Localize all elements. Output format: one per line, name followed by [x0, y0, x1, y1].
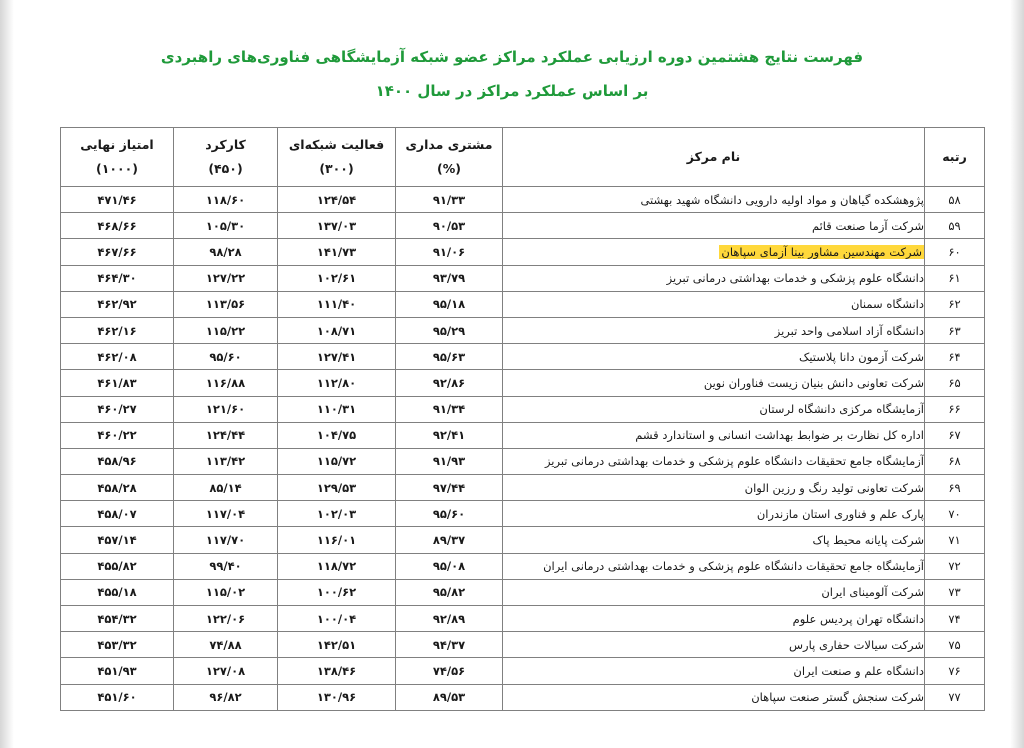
- row-final-score: ۴۶۷/۶۶: [61, 239, 174, 265]
- row-work-score: ۹۶/۸۲: [174, 684, 278, 710]
- row-customer-score: ۹۰/۵۳: [396, 213, 503, 239]
- row-work-score: ۱۱۳/۵۶: [174, 291, 278, 317]
- row-center-name: دانشگاه آزاد اسلامی واحد تبریز: [503, 317, 925, 343]
- row-work-score: ۱۱۷/۷۰: [174, 527, 278, 553]
- row-network-score: ۱۰۴/۷۵: [278, 422, 396, 448]
- title-line-2: بر اساس عملکرد مراکز در سال ۱۴۰۰: [375, 82, 649, 100]
- row-center-name: شرکت آلومینای ایران: [503, 579, 925, 605]
- row-network-score: ۱۱۵/۷۲: [278, 448, 396, 474]
- row-center-name: شرکت آزما صنعت قائم: [503, 213, 925, 239]
- header-rank: رتبه: [925, 128, 985, 187]
- table-row: [61, 658, 985, 684]
- row-rank: ۵۹: [925, 213, 985, 239]
- row-center-name: شرکت پایانه محیط پاک: [503, 527, 925, 553]
- title-line-1: فهرست نتایج هشتمین دوره ارزیابی عملکرد مراکز عضو شبکه آزمایشگاهی فناوری‌های راهبردی: [160, 48, 864, 66]
- row-rank: ۷۶: [925, 658, 985, 684]
- row-network-score: ۱۴۲/۵۱: [278, 632, 396, 658]
- row-work-score: ۹۵/۶۰: [174, 344, 278, 370]
- row-customer-score: ۹۴/۳۷: [396, 632, 503, 658]
- table-row: [61, 527, 985, 553]
- row-final-score: ۴۵۱/۶۰: [61, 684, 174, 710]
- row-rank: ۶۶: [925, 396, 985, 422]
- row-work-score: ۱۱۵/۲۲: [174, 317, 278, 343]
- row-rank: ۷۷: [925, 684, 985, 710]
- row-network-score: ۱۰۸/۷۱: [278, 317, 396, 343]
- row-center-name: آزمایشگاه مرکزی دانشگاه لرستان: [503, 396, 925, 422]
- row-rank: ۵۸: [925, 187, 985, 213]
- row-network-score: ۱۱۰/۳۱: [278, 396, 396, 422]
- row-rank: ۶۹: [925, 475, 985, 501]
- row-rank: ۷۳: [925, 579, 985, 605]
- row-center-name: شرکت آزمون دانا پلاستیک: [503, 344, 925, 370]
- row-work-score: ۱۰۵/۳۰: [174, 213, 278, 239]
- row-center-name: پارک علم و فناوری استان مازندران: [503, 501, 925, 527]
- table-row: [61, 501, 985, 527]
- row-work-score: ۸۵/۱۴: [174, 475, 278, 501]
- table-row: [61, 475, 985, 501]
- row-final-score: ۴۵۷/۱۴: [61, 527, 174, 553]
- results-table: [60, 127, 985, 711]
- table-row: [61, 579, 985, 605]
- row-customer-score: ۹۱/۳۴: [396, 396, 503, 422]
- highlighted-center-name: شرکت مهندسین مشاور بینا آزمای سپاهان: [721, 244, 922, 259]
- row-final-score: ۴۶۲/۱۶: [61, 317, 174, 343]
- row-center-name: دانشگاه سمنان: [503, 291, 925, 317]
- header-score: امتیاز نهایی (۱۰۰۰): [61, 128, 174, 187]
- row-final-score: ۴۶۰/۲۲: [61, 422, 174, 448]
- row-rank: ۶۵: [925, 370, 985, 396]
- table-row: [61, 396, 985, 422]
- header-customer: مشتری مداری (%): [396, 128, 503, 187]
- table-row: [61, 422, 985, 448]
- row-rank: ۶۷: [925, 422, 985, 448]
- row-customer-score: ۹۵/۰۸: [396, 553, 503, 579]
- table-row: [61, 448, 985, 474]
- table-row: [61, 553, 985, 579]
- page-shadow-left: [0, 0, 14, 748]
- row-final-score: ۴۵۸/۰۷: [61, 501, 174, 527]
- row-customer-score: ۹۵/۱۸: [396, 291, 503, 317]
- row-work-score: ۱۲۴/۴۴: [174, 422, 278, 448]
- row-work-score: ۹۸/۲۸: [174, 239, 278, 265]
- row-center-name: آزمایشگاه جامع تحقیقات دانشگاه علوم پزشکی و خدمات بهداشتی درمانی ایران: [503, 553, 925, 579]
- row-network-score: ۱۳۰/۹۶: [278, 684, 396, 710]
- row-network-score: ۱۲۴/۵۴: [278, 187, 396, 213]
- table-row: [61, 291, 985, 317]
- table-row: [61, 370, 985, 396]
- row-network-score: ۱۲۹/۵۳: [278, 475, 396, 501]
- row-customer-score: ۹۲/۴۱: [396, 422, 503, 448]
- row-final-score: ۴۶۱/۸۳: [61, 370, 174, 396]
- row-rank: ۷۰: [925, 501, 985, 527]
- row-center-name: آزمایشگاه جامع تحقیقات دانشگاه علوم پزشکی و خدمات بهداشتی درمانی تبریز: [503, 448, 925, 474]
- row-customer-score: ۹۱/۰۶: [396, 239, 503, 265]
- row-customer-score: ۹۱/۹۳: [396, 448, 503, 474]
- row-work-score: ۱۲۷/۰۸: [174, 658, 278, 684]
- row-rank: ۶۱: [925, 265, 985, 291]
- table-header-row: [61, 128, 985, 187]
- table-row: [61, 632, 985, 658]
- row-rank: ۶۰: [925, 239, 985, 265]
- header-work: کارکرد (۴۵۰): [174, 128, 278, 187]
- row-center-name: دانشگاه تهران پردیس علوم: [503, 606, 925, 632]
- row-rank: ۷۱: [925, 527, 985, 553]
- row-network-score: ۱۰۲/۶۱: [278, 265, 396, 291]
- table-row: [61, 187, 985, 213]
- table-row: [61, 213, 985, 239]
- row-final-score: ۴۶۴/۳۰: [61, 265, 174, 291]
- row-network-score: ۱۱۲/۸۰: [278, 370, 396, 396]
- row-center-name: شرکت سنجش گستر صنعت سپاهان: [503, 684, 925, 710]
- row-final-score: ۴۶۲/۹۲: [61, 291, 174, 317]
- row-customer-score: ۹۳/۷۹: [396, 265, 503, 291]
- row-customer-score: ۹۷/۴۴: [396, 475, 503, 501]
- header-network: فعالیت شبکه‌ای (۳۰۰): [278, 128, 396, 187]
- row-customer-score: ۹۱/۳۳: [396, 187, 503, 213]
- row-network-score: ۱۳۸/۴۶: [278, 658, 396, 684]
- row-final-score: ۴۵۸/۲۸: [61, 475, 174, 501]
- row-rank: ۶۴: [925, 344, 985, 370]
- row-rank: ۷۲: [925, 553, 985, 579]
- row-center-name: [503, 239, 925, 265]
- row-customer-score: ۸۹/۳۷: [396, 527, 503, 553]
- row-network-score: ۱۰۰/۰۴: [278, 606, 396, 632]
- row-work-score: ۱۱۳/۴۲: [174, 448, 278, 474]
- row-customer-score: ۹۵/۶۳: [396, 344, 503, 370]
- row-network-score: ۱۴۱/۷۳: [278, 239, 396, 265]
- row-work-score: ۱۲۱/۶۰: [174, 396, 278, 422]
- row-network-score: ۱۰۰/۶۲: [278, 579, 396, 605]
- row-center-name: اداره کل نظارت بر ضوابط بهداشت انسانی و استاندارد قشم: [503, 422, 925, 448]
- row-network-score: ۱۱۱/۴۰: [278, 291, 396, 317]
- row-customer-score: ۹۲/۸۶: [396, 370, 503, 396]
- row-work-score: ۱۱۸/۶۰: [174, 187, 278, 213]
- row-center-name: دانشگاه علم و صنعت ایران: [503, 658, 925, 684]
- row-network-score: ۱۳۷/۰۳: [278, 213, 396, 239]
- row-work-score: ۹۹/۴۰: [174, 553, 278, 579]
- row-network-score: ۱۱۶/۰۱: [278, 527, 396, 553]
- row-final-score: ۴۵۸/۹۶: [61, 448, 174, 474]
- row-center-name: پژوهشکده گیاهان و مواد اولیه دارویی دانشگاه شهید بهشتی: [503, 187, 925, 213]
- row-customer-score: ۹۵/۸۲: [396, 579, 503, 605]
- row-work-score: ۱۲۷/۲۲: [174, 265, 278, 291]
- table-row: [61, 684, 985, 710]
- row-customer-score: ۹۵/۶۰: [396, 501, 503, 527]
- row-final-score: ۴۵۴/۳۲: [61, 606, 174, 632]
- document-title: [0, 40, 1024, 108]
- table-row: [61, 317, 985, 343]
- table-row: [61, 344, 985, 370]
- row-rank: ۶۲: [925, 291, 985, 317]
- row-work-score: ۷۴/۸۸: [174, 632, 278, 658]
- row-customer-score: ۷۴/۵۶: [396, 658, 503, 684]
- row-rank: ۷۴: [925, 606, 985, 632]
- table-row: [61, 265, 985, 291]
- row-center-name: شرکت تعاونی دانش بنیان زیست فناوران نوین: [503, 370, 925, 396]
- row-final-score: ۴۵۱/۹۳: [61, 658, 174, 684]
- row-center-name: شرکت تعاونی تولید رنگ و رزین الوان: [503, 475, 925, 501]
- row-final-score: ۴۶۸/۶۶: [61, 213, 174, 239]
- row-rank: ۶۸: [925, 448, 985, 474]
- row-final-score: ۴۵۳/۳۲: [61, 632, 174, 658]
- row-final-score: ۴۵۵/۸۲: [61, 553, 174, 579]
- row-final-score: ۴۵۵/۱۸: [61, 579, 174, 605]
- row-network-score: ۱۲۷/۴۱: [278, 344, 396, 370]
- table-row: [61, 606, 985, 632]
- row-final-score: ۴۷۱/۴۶: [61, 187, 174, 213]
- row-center-name: شرکت سیالات حفاری پارس: [503, 632, 925, 658]
- row-final-score: ۴۶۰/۲۷: [61, 396, 174, 422]
- row-work-score: ۱۱۷/۰۴: [174, 501, 278, 527]
- row-work-score: ۱۱۶/۸۸: [174, 370, 278, 396]
- row-work-score: ۱۲۲/۰۶: [174, 606, 278, 632]
- row-customer-score: ۸۹/۵۳: [396, 684, 503, 710]
- page-shadow-right: [1010, 0, 1024, 748]
- row-final-score: ۴۶۲/۰۸: [61, 344, 174, 370]
- header-name: نام مرکز: [503, 128, 925, 187]
- row-rank: ۶۳: [925, 317, 985, 343]
- row-network-score: ۱۰۲/۰۳: [278, 501, 396, 527]
- row-rank: ۷۵: [925, 632, 985, 658]
- row-customer-score: ۹۲/۸۹: [396, 606, 503, 632]
- table-row: [61, 239, 985, 265]
- row-center-name: دانشگاه علوم پزشکی و خدمات بهداشتی درمانی تبریز: [503, 265, 925, 291]
- row-work-score: ۱۱۵/۰۲: [174, 579, 278, 605]
- row-customer-score: ۹۵/۲۹: [396, 317, 503, 343]
- row-network-score: ۱۱۸/۷۲: [278, 553, 396, 579]
